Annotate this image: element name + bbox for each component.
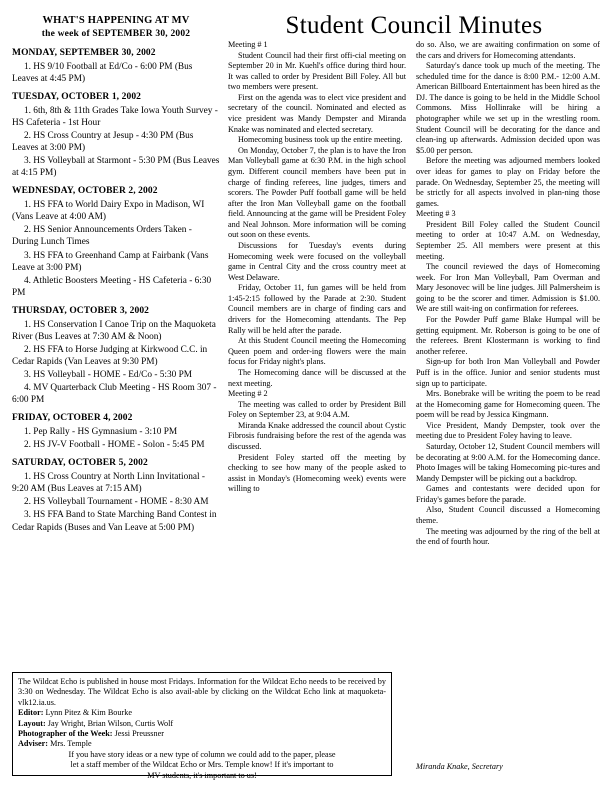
day-item: 1. HS Conservation I Canoe Trip on the Maquoketa River (Bus Leaves at 7:30 AM & Noon) xyxy=(12,319,216,342)
day-item: 1. Pep Rally - HS Gymnasium - 3:10 PM xyxy=(24,427,178,438)
day-item: 2. HS Senior Announcements Orders Taken - During Lunch Times xyxy=(12,225,192,248)
day-item: 2. HS FFA to Horse Judging at Kirkwood C.C. in Cedar Rapids (Van Leaves at 9:30 PM) xyxy=(12,344,208,367)
call-for-ideas-line1: If you have story ideas or a new type of column we could add to the paper, please xyxy=(68,749,336,759)
day-heading: THURSDAY, OCTOBER 3, 2002 xyxy=(12,305,150,316)
whats-happening-section xyxy=(12,14,220,534)
day-item: 1. HS Cross Country at North Linn Invitational - 9:20 AM (Bus Leaves at 7:15 AM) xyxy=(12,472,206,495)
minutes-paragraph: The meeting was adjourned by the ring of the bell at the end of fourth hour. xyxy=(416,526,600,547)
minutes-paragraph: Saturday's dance took up much of the meeting. The scheduled time for the dance is 8:00 P.M.- 12:00 A.M. American Billboard Entertainment has been hired as the DJ. The dance is going to be held in the Middle School Commons. Miss Hollinrake will be hiring a photographer while we set up in the wrestling room. Student Council will be decorating for the dance and clean-ing up afterwards. Admission decided upon was $5.00 per person. xyxy=(416,61,600,155)
day-item: 1. HS 9/10 Football at Ed/Co - 6:00 PM (Bus Leaves at 4:45 PM) xyxy=(12,61,193,84)
adviser-line xyxy=(18,739,386,749)
day-item-list xyxy=(12,471,220,533)
photographer-label: Photographer of the Week: xyxy=(18,729,113,739)
minutes-paragraph: President Foley started off the meeting by checking to see how many of the people asked to assist in Monday's (Homecoming week) events were willing to xyxy=(228,452,406,494)
minutes-paragraph: Saturday, October 12, Student Council members will be decorating at 9:00 A.M. for the Homecoming dance. Photo Images will be taking Homecoming pic-tures and Mandy Dempster will be picking out a backdrop. xyxy=(416,441,600,483)
day-item-list xyxy=(12,426,220,451)
minutes-paragraph: Games and contestants were decided upon for Friday's games before the parade. xyxy=(416,484,600,504)
minutes-paragraph: Before the meeting was adjourned members looked over ideas for games to play on Friday before the parade. On Wednesday, September 25, the meeting will be strictly for all aspects involved in plan-ning those games. xyxy=(416,156,600,208)
day-item-list xyxy=(12,105,220,179)
day-item: 2. HS Volleyball Tournament - HOME - 8:30 AM xyxy=(24,497,209,508)
day-block xyxy=(12,186,220,299)
day-heading: FRIDAY, OCTOBER 4, 2002 xyxy=(12,413,133,424)
minutes-paragraph: The Homecoming dance will be discussed at the next meeting. xyxy=(228,367,406,388)
minutes-paragraph: Miranda Knake addressed the council about Cystic Fibrosis fundraising before the rest of the agenda was discussed. xyxy=(228,420,406,451)
minutes-paragraph: The meeting was called to order by President Bill Foley on September 23, at 9:04 A.M. xyxy=(228,399,406,420)
editor-label: Editor: xyxy=(18,708,44,718)
day-heading: MONDAY, SEPTEMBER 30, 2002 xyxy=(12,48,156,58)
layout-label: Layout: xyxy=(18,718,46,728)
minutes-column-middle xyxy=(228,40,406,495)
minutes-paragraph: Friday, October 11, fun games will be held from 1:45-2:15 followed by the Parade at 2:30. Student Council members are in charge of finding cars and drivers for the Homecoming attendants. The Pep Rally will be held after the parade. xyxy=(228,283,406,335)
day-item: 3. HS Volleyball - HOME - Ed/Co - 5:30 PM xyxy=(24,370,193,381)
minutes-paragraph: First on the agenda was to elect vice president and secretary of the council. Nominated and elected as vice president was Mandy Dempster and Miranda Knake was nominated and elected secretary. xyxy=(228,92,406,134)
page-title: Student Council Minutes xyxy=(285,12,543,39)
day-item: 4. Athletic Boosters Meeting - HS Cafeteria - 6:30 PM xyxy=(12,275,212,298)
whats-happening-title xyxy=(12,14,220,41)
adviser-label: Adviser: xyxy=(18,739,49,749)
minutes-paragraph: Mrs. Bonebrake will be writing the poem to be read at the Homecoming game for Homecoming queen. The poem will be read by Jessica Kingmann. xyxy=(416,389,600,420)
minutes-paragraph: For the Powder Puff game Blake Humpal will be getting equipment. Mr. Roberson is going to be one of the referees. Brent Klostermann is working to find another referee. xyxy=(416,315,600,356)
minutes-paragraph: Vice President, Mandy Dempster, took over the meeting due to President Foley having to leave. xyxy=(416,420,600,441)
day-item-list xyxy=(12,319,220,407)
whats-happening-title-line1: WHAT'S HAPPENING AT MV xyxy=(42,15,190,26)
day-item: 4. MV Quarterback Club Meeting - HS Room 307 - 6:00 PM xyxy=(12,383,217,406)
layout-value: Jay Wright, Brian Wilson, Curtis Wolf xyxy=(45,718,174,728)
editor-value: Lynn Pitez & Kim Bourke xyxy=(43,708,132,718)
day-item: 3. HS FFA to Greenhand Camp at Fairbank (Vans Leave at 3:00 PM) xyxy=(12,250,209,273)
day-block xyxy=(12,306,220,406)
day-item: 2. HS JV-V Football - HOME - Solon - 5:45 PM xyxy=(24,440,205,451)
publication-info: The Wildcat Echo is published in house most Fridays. Information for the Wildcat Echo needs to be received by 3:30 on Wednesday. The Wildcat Echo is also avail-able by clicking on the Wildcat Echo link at maquoketa-vlk12.ia.us. xyxy=(18,677,386,707)
day-item-list xyxy=(12,61,220,85)
day-heading: SATURDAY, OCTOBER 5, 2002 xyxy=(12,458,148,469)
minutes-paragraph: The council reviewed the days of Homecoming week. For Iron Man Volleyball, Pam Overman and Mary Jesonovec will be line judges. Jill Palmersheim is going to be the scorer and timer. Admission is $1.00. We are still wait-ing on confirmation for referees. xyxy=(416,262,600,314)
minutes-paragraph: Sign-up for both Iron Man Volleyball and Powder Puff is in the office. Junior and senior students must sign up to participate. xyxy=(416,357,600,388)
day-block xyxy=(12,48,220,85)
minutes-paragraph: Discussions for Tuesday's events during Homecoming week were focused on the volleyball game in Central City and the cross country meet at West Delaware. xyxy=(228,240,406,282)
day-heading: TUESDAY, OCTOBER 1, 2002 xyxy=(12,92,142,103)
day-item: 1. HS FFA to World Dairy Expo in Madison, WI (Vans Leave at 4:00 AM) xyxy=(12,200,205,223)
minutes-paragraph: On Monday, October 7, the plan is to have the Iron Man Volleyball game at 6:30 P.M. in the high school gym. Different council members have been put in charge of finding referees, line judges, timers and scorers. The Powder Puff football game will be held after the Iron Man Volleyball game on the football field. Announcing at the game will be President Foley and Neal Johnson. More information will be coming out soon on these events. xyxy=(228,145,406,240)
day-item: 2. HS Cross Country at Jesup - 4:30 PM (Bus Leaves at 3:00 PM) xyxy=(12,131,194,154)
day-item: 3. HS Volleyball at Starmont - 5:30 PM (Bus Leaves at 4:15 PM) xyxy=(12,156,220,179)
day-block xyxy=(12,413,220,451)
meeting-3-label: Meeting # 3 xyxy=(416,209,456,219)
minutes-paragraph: President Bill Foley called the Student Council meeting to order at 10:47 A.M. on Wednesday, September 25. All members were present at this meeting. xyxy=(416,219,600,261)
whats-happening-title-line2: the week of SEPTEMBER 30, 2002 xyxy=(41,29,191,40)
day-block xyxy=(12,458,220,533)
photographer-line xyxy=(18,729,386,739)
call-for-ideas-line3: MV students, it's important to us! xyxy=(147,770,257,780)
photographer-value: Jessi Preussner xyxy=(112,729,164,739)
adviser-value: Mrs. Temple xyxy=(48,739,92,749)
day-item: 1. 6th, 8th & 11th Grades Take Iowa Youth Survey - HS Cafeteria - 1st Hour xyxy=(12,105,218,128)
minutes-paragraph: do so. Also, we are awaiting confirmation on some of the cars and drivers for Homecoming attendants. xyxy=(416,40,600,60)
day-item: 3. HS FFA Band to State Marching Band Contest in Cedar Rapids (Buses and Van Leave at 5:00 PM) xyxy=(12,510,217,533)
minutes-paragraph: Homecoming business took up the entire meeting. xyxy=(238,135,403,145)
minutes-paragraph: At this Student Council meeting the Homecoming Queen poem and order-ing flowers were the main focus for Friday night's plans. xyxy=(228,336,406,367)
meeting-1-label: Meeting # 1 xyxy=(228,40,268,49)
secretary-signature: Miranda Knake, Secretary xyxy=(416,762,503,771)
editor-line xyxy=(18,708,386,718)
masthead-info-box xyxy=(12,672,392,780)
day-heading: WEDNESDAY, OCTOBER 2, 2002 xyxy=(12,186,158,197)
day-item-list xyxy=(12,199,220,299)
minutes-column-right xyxy=(416,40,600,548)
minutes-paragraph: Also, Student Council discussed a Homecoming theme. xyxy=(416,505,600,526)
day-block xyxy=(12,92,220,179)
call-for-ideas-line2: let a staff member of the Wildcat Echo or Mrs. Temple know! If it's important to xyxy=(70,760,334,770)
layout-line xyxy=(18,719,386,729)
meeting-2-label: Meeting # 2 xyxy=(228,389,268,399)
minutes-paragraph: Student Council had their first offi-cial meeting on September 20 in Mr. Kuehl's office during third hour. It was called to order by President Bill Foley. All but two members were present. xyxy=(228,50,406,92)
